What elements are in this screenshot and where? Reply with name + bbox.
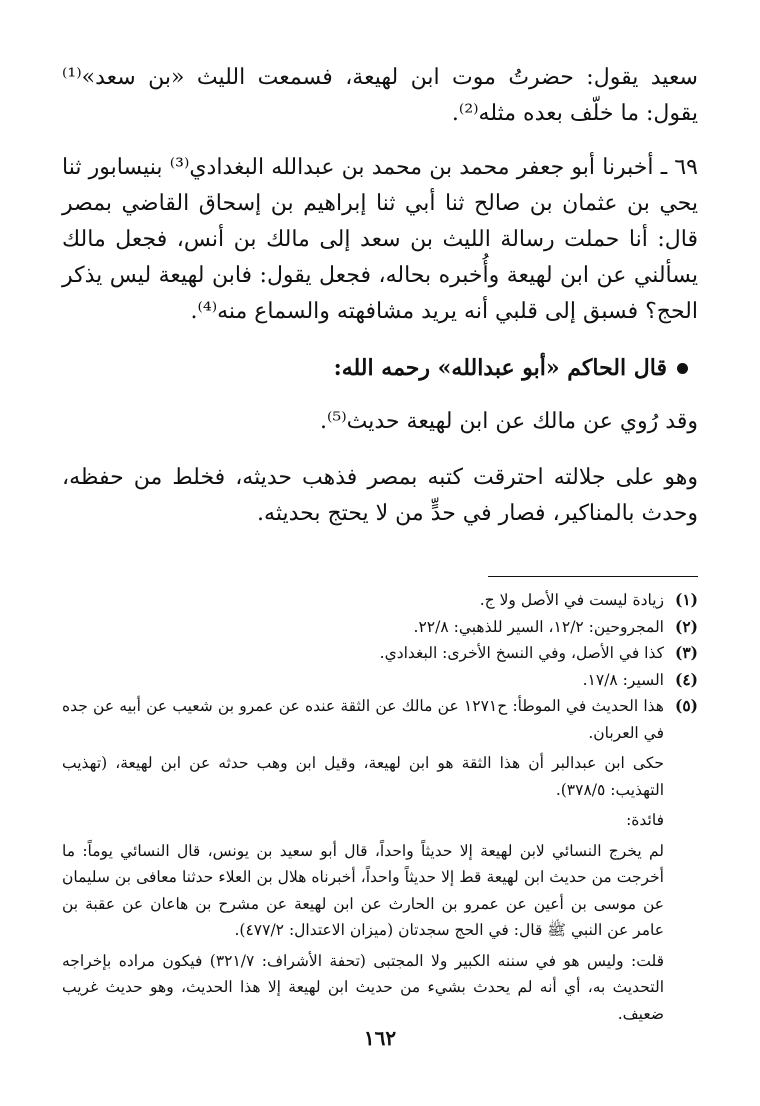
paragraph-4: وهو على جلالته احترقت كتبه بمصر فذهب حديثه، فخلط من حفظه، وحدث بالمناكير، فصار في حدٍّ من لا يحتج بحديثه. <box>62 465 698 526</box>
footnote-text-nasai: لم يخرج النسائي لابن لهيعة إلا حديثاً واحداً، قال أبو سعيد بن يونس، قال النسائي يوماً: ما أخرجت من حديث ابن لهيعة قط إلا حديثاً واحداً، أخبرناه هلال بن العلاء حدثنا معافى بن سليمان عن موسى بن أعين عن عمرو بن الحارث عن ابن لهيعة عن مشرح بن هاعان عن عقبة بن عامر عن النبي ﷺ قال: في الحج سجدتان (ميزان الاعتدال: ٤٧٧/٢). <box>62 841 664 939</box>
footnote-number: (١) <box>674 590 698 609</box>
footnote-4 <box>62 667 698 694</box>
footnote-text-qultu: قلت: وليس هو في سننه الكبير ولا المجتبى (تحفة الأشراف: ٣٢١/٧) فيكون مراده بإخراجه التحديث به، أي أنه لم يحدث بشيء من حديث ابن لهيعة إلا هذا الحديث، وهو حديث غريب ضعيف. <box>62 951 664 1023</box>
footnote-number: (٤) <box>674 669 698 689</box>
paragraph-1: سعيد يقول: حضرتُ موت ابن لهيعة، فسمعت الليث «بن سعد»⁽¹⁾ يقول: ما خلّف بعده مثله⁽²⁾. <box>62 65 698 126</box>
footnote-text: كذا في الأصل، وفي النسخ الأخرى: البغدادي. <box>379 644 664 662</box>
footnote-text: هذا الحديث في الموطأ: ح١٢٧١ عن مالك عن الثقة عنده عن عمرو بن شعيب عن أبيه عن جده في العربان. <box>62 697 664 742</box>
section-heading <box>62 350 698 386</box>
footnote-1 <box>62 587 698 614</box>
paragraph-3: وقد رُوي عن مالك عن ابن لهيعة حديث⁽⁵⁾. <box>320 409 698 434</box>
footnote-number: (٥) <box>674 696 698 715</box>
footnote-number: (٢) <box>674 616 698 636</box>
footnotes <box>62 587 698 1027</box>
bullet-icon <box>677 363 688 374</box>
footnote-faida-label: فائدة: <box>626 811 664 829</box>
footnote-divider <box>488 576 698 577</box>
footnote-text-ibn-abdulbarr: حكى ابن عبدالبر أن هذا الثقة هو ابن لهيعة، وقيل ابن وهب حدثه عن ابن لهيعة، (تهذيب التهذيب: ٣٧٨/٥). <box>62 754 664 799</box>
main-text <box>62 60 698 532</box>
heading-text: قال الحاكم «أبو عبدالله» رحمه الله: <box>333 355 667 381</box>
footnote-3 <box>62 640 698 667</box>
footnote-5 <box>62 693 698 1027</box>
footnote-text: زيادة ليست في الأصل ولا ج. <box>479 591 664 609</box>
paragraph-2-hadith-69: ٦٩ ـ أخبرنا أبو جعفر محمد بن محمد بن عبدالله البغدادي⁽³⁾ بنيسابور ثنا يحي بن عثمان بن صالح ثنا أبي ثنا إبراهيم بن إسحاق القاضي بمصر قال: أنا حملت رسالة الليث بن سعد إلى مالك بن أنس، فجعل مالك يسألني عن ابن لهيعة وأُخبره بحاله، فجعل يقول: فابن لهيعة ليس يذكر الحج؟ فسبق إلى قلبي أنه يريد مشافهته والسماع منه⁽⁴⁾. <box>62 155 698 324</box>
footnote-text: السير: ١٧/٨. <box>582 670 664 689</box>
footnote-text: المجروحين: ١٢/٢، السير للذهبي: ٢٢/٨. <box>413 617 664 636</box>
page-number: ١٦٢ <box>363 1026 397 1050</box>
footnote-number: (٣) <box>674 643 698 662</box>
footnote-2 <box>62 614 698 641</box>
